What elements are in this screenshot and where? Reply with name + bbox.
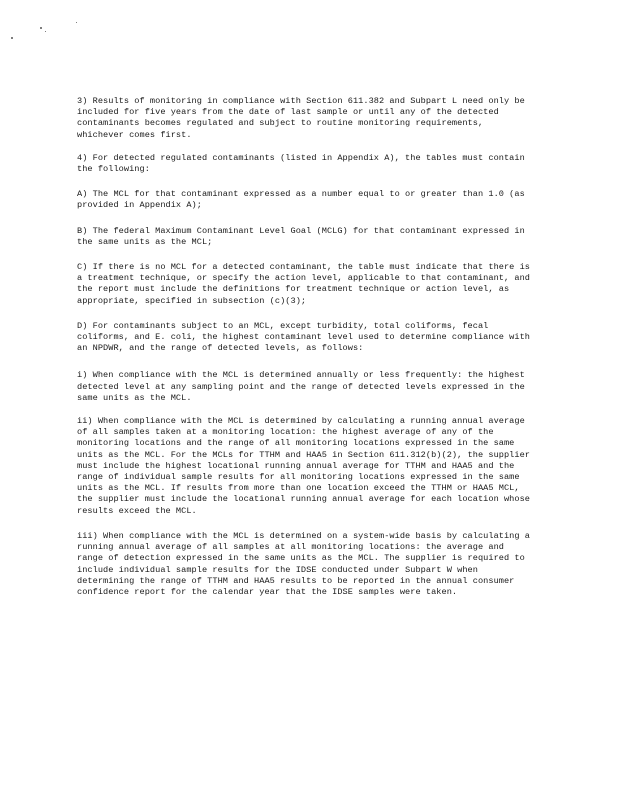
paragraph-B: B) The federal Maximum Contaminant Level Goal (MCLG) for that contaminant expressed in the same units as the MCL; [77, 225, 525, 247]
paragraph-ii: ii) When compliance with the MCL is determined by calculating a running annual average of all samples taken at a monitoring location: the highest average of any of the monitoring locations and the range of all monitoring locations expressed in the same units as the MCL. For the MCLs for TTHM and HAA5 in Section 611.312(b)(2), the supplier must include the highest locational running annual average for TTHM and HAA5 and the range of individual sample results for all monitoring locations expressed in the same units as the MCL. If results from more than one location exceed the TTHM or HAA5 MCL, the supplier must include the locational running annual average for each location whose results exceed the MCL. [77, 416, 531, 516]
paragraph-A: A) The MCL for that contaminant expressed as a number equal to or greater than 1.0 (as provided in Appendix A); [77, 189, 525, 211]
paragraph-iii: iii) When compliance with the MCL is determined on a system-wide basis by calculating a running annual average of all samples at all monitoring locations: the average and range of detection expressed in the same units as the MCL. The supplier is required to include individual sample results for the IDSE conducted under Subpart W when determining the range of TTHM and HAA5 results to be reported in the annual consumer confidence report for the calendar year that the IDSE samples were taken. [77, 530, 531, 597]
paragraph-C: C) If there is no MCL for a detected contaminant, the table must indicate that there is a treatment technique, or specify the action level, applicable to that contaminant, and the report must include the definitions for treatment technique or action level, as appropriate, specified in subsection (c)(3); [77, 262, 531, 306]
paragraph-D: D) For contaminants subject to an MCL, except turbidity, total coliforms, fecal coliforms, and E. coli, the highest contaminant level used to determine compliance with an NPDWR, and the range of detected levels, as follows: [77, 320, 531, 354]
scan-speck [45, 31, 46, 32]
paragraph-4: 4) For detected regulated contaminants (listed in Appendix A), the tables must contain the following: [77, 152, 525, 175]
scan-speck [11, 37, 13, 39]
scan-speck [76, 22, 77, 23]
document-page [77, 96, 532, 598]
paragraph-3: 3) Results of monitoring in compliance with Section 611.382 and Subpart L need only be included for five years from the date of last sample or until any of the detected contaminants becomes regulated and subject to routine monitoring requirements, whichever comes first. [77, 96, 525, 140]
scan-speck [40, 27, 42, 29]
paragraph-i: i) When compliance with the MCL is determined annually or less frequently: the highest detected level at any sampling point and the range of detected levels expressed in the same units as the MCL. [77, 370, 525, 403]
